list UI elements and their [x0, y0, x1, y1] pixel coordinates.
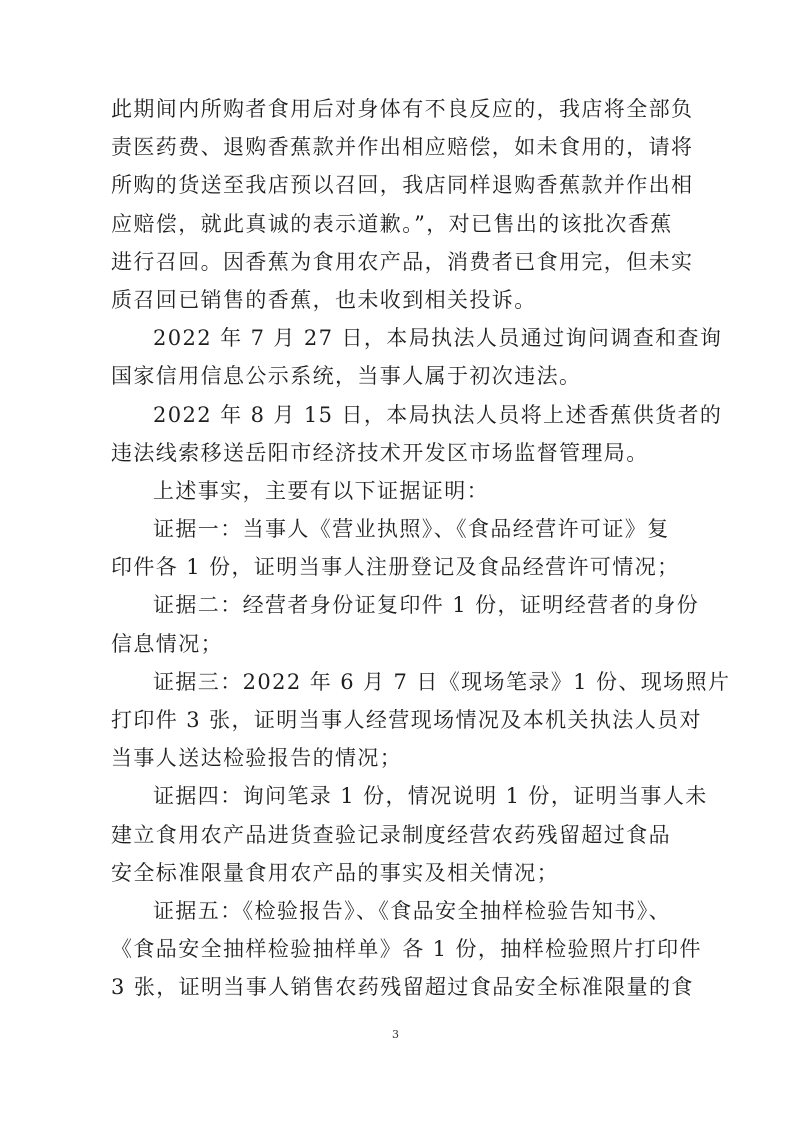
paragraph-line: 进行召回。因香蕉为食用农产品，消费者已食用完，但未实	[111, 249, 694, 274]
paragraph-line: 建立食用农产品进货查验记录制度经营农药残留超过食品	[111, 822, 671, 847]
paragraph-line: 当事人送达检验报告的情况；	[111, 746, 403, 771]
paragraph-line: 3 张，证明当事人销售农药残留超过食品安全标准限量的食	[111, 975, 694, 1000]
paragraph-line: 证据四：询问笔录 1 份，情况说明 1 份，证明当事人未	[153, 784, 708, 809]
paragraph-line: 印件各 1 份，证明当事人注册登记及食品经营许可情况；	[111, 555, 680, 580]
page-number: 3	[392, 1028, 399, 1041]
paragraph-line: 证据五：《检验报告》、《食品安全抽样检验告知书》、	[153, 898, 671, 923]
paragraph-line: 违法线索移送岳阳市经济技术开发区市场监督管理局。	[111, 440, 649, 465]
paragraph-line: 证据二：经营者身份证复印件 1 份，证明经营者的身份	[153, 593, 700, 618]
paragraph-line: 证据三：2022 年 6 月 7 日《现场笔录》1 份、现场照片	[153, 669, 731, 694]
paragraph-line: 此期间内所购者食用后对身体有不良反应的，我店将全部负	[111, 97, 694, 121]
paragraph-line: 所购的货送至我店预以召回，我店同样退购香蕉款并作出相	[111, 173, 694, 198]
paragraph-line: 质召回已销售的香蕉，也未收到相关投诉。	[111, 287, 537, 312]
paragraph-line: 信息情况；	[111, 631, 223, 656]
paragraph-line: 安全标准限量食用农产品的事实及相关情况；	[111, 860, 559, 885]
paragraph-line: 2022 年 8 月 15 日，本局执法人员将上述香蕉供货者的	[153, 402, 723, 427]
paragraph-line: 上述事实，主要有以下证据证明：	[153, 478, 489, 503]
paragraph-line: 责医药费、退购香蕉款并作出相应赔偿，如未食用的，请将	[111, 135, 694, 160]
paragraph-line: 《食品安全抽样检验抽样单》各 1 份，抽样检验照片打印件	[111, 937, 702, 962]
paragraph-line: 2022 年 7 月 27 日，本局执法人员通过询问调查和查询	[153, 326, 723, 351]
paragraph-line: 国家信用信息公示系统，当事人属于初次违法。	[111, 364, 582, 389]
paragraph-line: 证据一：当事人《营业执照》、《食品经营许可证》复	[153, 517, 670, 542]
document-body	[111, 90, 731, 1007]
paragraph-line: 打印件 3 张，证明当事人经营现场情况及本机关执法人员对	[111, 708, 702, 732]
paragraph-line: 应赔偿，就此真诚的表示道歉。”，对已售出的该批次香蕉	[111, 211, 673, 236]
